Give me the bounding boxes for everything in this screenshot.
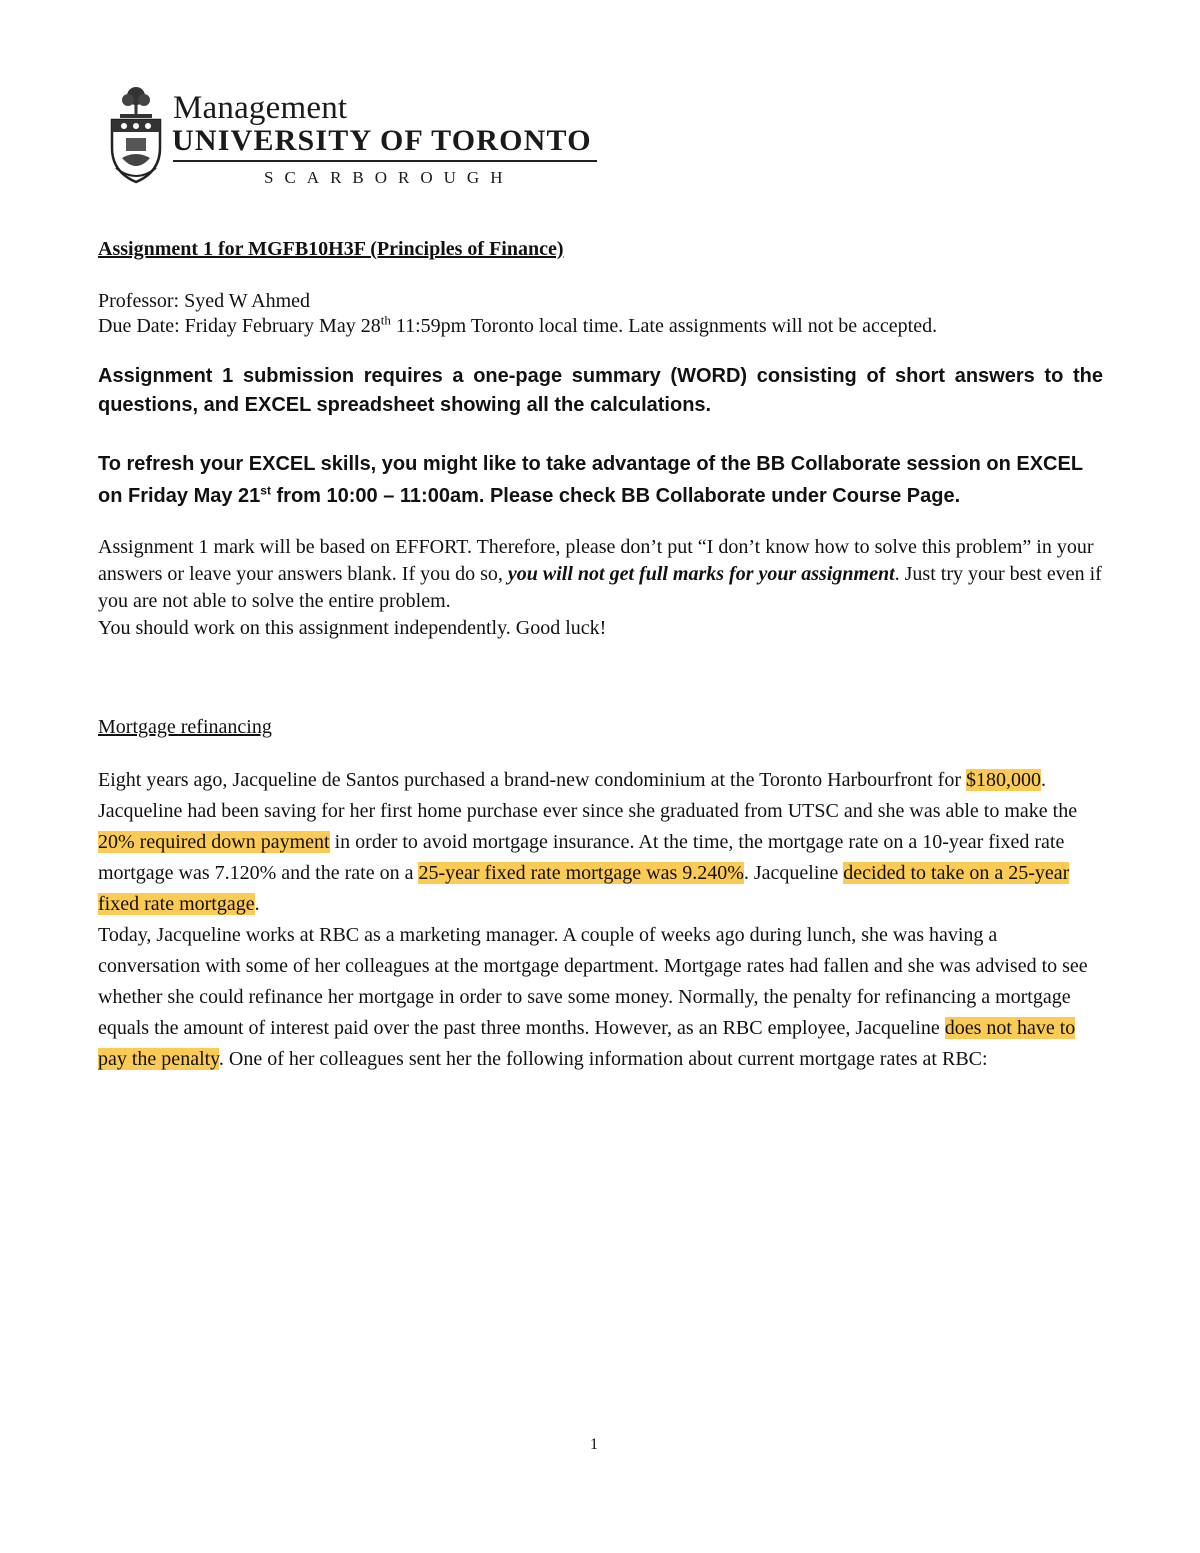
excel-note-text-end: from 10:00 – 11:00am. Please check BB Collaborate under Course Page.: [270, 485, 961, 507]
highlight-price: $180,000: [965, 769, 1041, 791]
logo-divider: [173, 160, 597, 162]
logo-campus-text: SCARBOROUGH: [264, 168, 514, 187]
case-text: Eight years ago, Jacqueline de Santos purchased a brand-new condominium at the Toronto Harbourfront for: [98, 769, 966, 791]
effort-text-end: . Just try your best even if you are not able to solve the entire problem.: [98, 563, 1102, 612]
crest-icon: [106, 84, 166, 184]
logo-university-text: UNIVERSITY OF TORONTO: [172, 124, 592, 157]
case-text: .: [254, 893, 260, 915]
requirement-text-end: summary (WORD) consisting of short answers to the questions, and EXCEL spreadsheet showing all the calculations.: [98, 365, 1103, 416]
highlight-decision: decided to take on a 25-year fixed rate mortgage: [98, 862, 1070, 915]
effort-closing-line: You should work on this assignment independently. Good luck!: [98, 617, 607, 639]
excel-session-note: [98, 448, 1103, 512]
highlight-down-payment: 20% required down payment: [98, 831, 330, 853]
requirement-emphasis: one-page: [473, 365, 563, 387]
excel-note-text: To refresh your EXCEL skills, you might like to take advantage of the BB Collaborate session on EXCEL on Friday May 21: [98, 453, 1083, 507]
submission-requirements: [98, 362, 1103, 420]
assignment-title: Assignment 1 for MGFB10H3F (Principles of Finance): [98, 238, 564, 260]
excel-note-sup: st: [260, 483, 271, 498]
case-text: . Jacqueline had been saving for her first home purchase ever since she graduated from UTSC and she was able to make the: [98, 769, 1078, 822]
logo-management-text: Management: [173, 90, 348, 126]
requirement-text: Assignment 1 submission requires a: [98, 365, 474, 387]
section-title: Mortgage refinancing: [98, 716, 272, 738]
case-text: in order to avoid mortgage insurance. At the time, the mortgage rate on a 10-year fixed rate mortgage was 7.120% and the rate on a: [98, 831, 1065, 884]
effort-emphasis: you will not get full marks for your assignment: [507, 563, 895, 585]
effort-text: Assignment 1 mark will be based on EFFORT. Therefore, please don’t put “I don’t know how to solve this problem” in your answers or leave your answers blank. If you do so,: [98, 536, 1094, 585]
case-text-end: . One of her colleagues sent her the following information about current mortgage rates at RBC:: [218, 1048, 988, 1070]
highlight-rate: 25-year fixed rate mortgage was 9.240%: [418, 862, 744, 884]
due-date-prefix: Due Date: Friday February May 28: [98, 315, 381, 337]
case-text-today: Today, Jacqueline works at RBC as a marketing manager. A couple of weeks ago during lunch, she was having a conversation with some of her colleagues at the mortgage department. Mortgage rates had fallen and she was advised to see whether she could refinance her mortgage in order to save some money. Normally, the penalty for refinancing a mortgage equals the amount of interest paid over the past three months. However, as an RBC employee, Jacqueline: [98, 924, 1088, 1039]
due-date-suffix: 11:59pm Toronto local time. Late assignments will not be accepted.: [390, 315, 938, 337]
case-paragraph: [98, 765, 1103, 1075]
professor-line: Professor: Syed W Ahmed: [98, 290, 311, 312]
page-number: 1: [590, 1436, 598, 1453]
highlight-penalty: does not have to pay the penalty: [98, 1017, 1076, 1070]
due-date-line: [98, 313, 1103, 339]
due-date-sup: th: [380, 312, 391, 328]
case-text: . Jacqueline: [743, 862, 844, 884]
effort-paragraph: [98, 534, 1103, 642]
university-logo: [106, 84, 606, 194]
